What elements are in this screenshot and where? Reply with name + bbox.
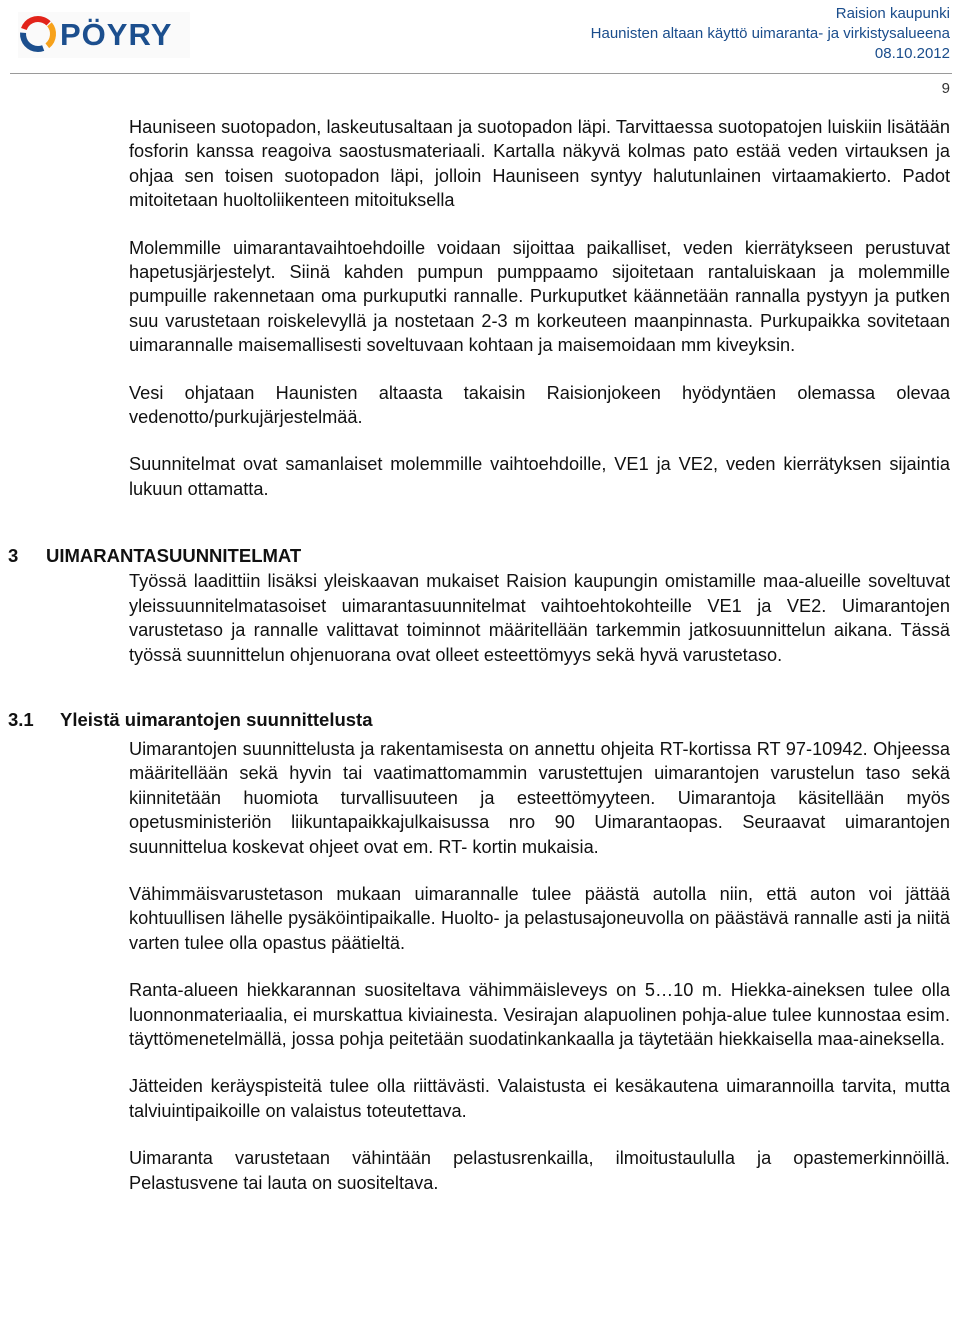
body-paragraph: Molemmille uimarantavaihtoehdoille voidaan sijoittaa paikalliset, veden kierrätykseen perustuvat hapetusjärjestelyt. Siinä kahden pumpun pumppaamo sijoitetaan rantaluiskaan ja molemmille pumpuille rakennetaan oma purkuputki rannalle. Purkuputket käännetään rannalla pystyyn ja putken suu varustetaan roiskelevyllä ja nostetaan 2-3 m korkeuteen maanpinnasta. Purkupaikka sovitetaan uimarannalle maisemallisesti soveltuvaan kohtaan ja maisemoidaan mm kiveyksin. — [129, 237, 950, 356]
poyry-logo-icon — [18, 12, 62, 58]
body-paragraph: Vesi ohjataan Haunisten altaasta takaisin Raisionjokeen hyödyntäen olemassa olevaa vedenotto/purkujärjestelmää. — [129, 382, 950, 428]
body-paragraph: Hauniseen suotopadon, laskeutusaltaan ja suotopadon läpi. Tarvittaessa suotopatojen luiskiin lisätään fosforin kanssa reagoiva saostusmateriaali. Kartalla näkyvä kolmas pato estää veden virtauksen ja ohjaa sen toisen suotopadon läpi, jolloin Hauniseen syntyy halutunlainen virtaamakierto. Padot mitoitetaan huoltoliikenteen mitoituksella — [129, 117, 950, 211]
page-content — [0, 115, 960, 1195]
page-header — [0, 0, 960, 97]
poyry-logo — [18, 12, 190, 58]
body-paragraph: Uimarantojen suunnittelusta ja rakentamisesta on annettu ohjeita RT-kortissa RT 97-10942. Ohjeessa määritellään sekä hyvin tai vaatimattomammin varustettujen uimarantojen varustelun taso sekä kiinnitetään huomiota turvallisuuteen ja esteettömyyteen. Uimarantoja käsitellään myös opetusministeriön liikuntapaikkajulkaisussa nro 90 Uimarantaopas. Seuraavat uimarantojen suunnittelua koskevat ohjeet ovat em. RT- kortin mukaisia. — [129, 738, 950, 857]
header-date: 08.10.2012 — [874, 45, 950, 62]
logo-wordmark: PÖYRY — [60, 17, 173, 52]
body-paragraph: Jätteiden keräyspisteitä tulee olla riittävästi. Valaistusta ei kesäkautena uimarannoilla tarvita, mutta talviuintipaikoille on valaistus toteutettava. — [129, 1076, 950, 1121]
header-client: Raision kaupunki — [835, 5, 950, 22]
section-number: 3 — [8, 545, 19, 567]
subsection-title: Yleistä uimarantojen suunnittelusta — [60, 708, 373, 730]
page-number: 9 — [941, 80, 950, 97]
header-divider — [10, 73, 952, 74]
body-paragraph: Suunnitelmat ovat samanlaiset molemmille vaihtoehdoille, VE1 ja VE2, veden kierrätyksen sijaintia lukuun ottamatta. — [129, 454, 950, 499]
header-info — [591, 4, 950, 64]
body-paragraph: Ranta-alueen hiekkarannan suositeltava vähimmäisleveys on 5…10 m. Hiekka-aineksen tulee olla luonnonmateriaalia, ei murskattua kiviainesta. Vesirajan alapuolinen pohja-alue tulee kunnostaa esim. täyttömenetelmällä, jossa pohja peitetään suodatinkankaalla ja täytetään hiekkaisella maa-aineksella. — [129, 980, 950, 1049]
header-project: Haunisten altaan käyttö uimaranta- ja virkistysalueena — [590, 25, 950, 42]
subsection-number: 3.1 — [8, 708, 34, 730]
body-paragraph: Vähimmäisvarustetason mukaan uimarannalle tulee päästä autolla niin, että auton voi jättää kohtuullisen lähelle pysäköintipaikalle. Huolto- ja pelastusajoneuvolla on päästävä rannalle asti ja niitä varten tulee olla opastus päätieltä. — [129, 883, 950, 953]
section-heading — [0, 545, 960, 569]
body-paragraph: Uimaranta varustetaan vähintään pelastusrenkailla, ilmoitustaululla ja opastemerkinnöillä. Pelastusvene tai lauta on suositeltava. — [129, 1148, 950, 1193]
subsection-heading — [0, 709, 960, 737]
body-paragraph: Työssä laadittiin lisäksi yleiskaavan mukaiset Raision kaupungin omistamille maa-alueille soveltuvat yleissuunnitelmatasoiset uimarantasuunnitelmat vaihtoehtokohteille VE1 ja VE2. Uimarantojen varustetaso ja rannalle valittavat toiminnot määritellään tarkemmin jatkosuunnittelun aikana. Tässä työssä suunnittelun ohjenuorana ovat olleet esteettömyys sekä hyvä varustetaso. — [129, 571, 950, 665]
section-title: UIMARANTASUUNNITELMAT — [46, 545, 302, 567]
